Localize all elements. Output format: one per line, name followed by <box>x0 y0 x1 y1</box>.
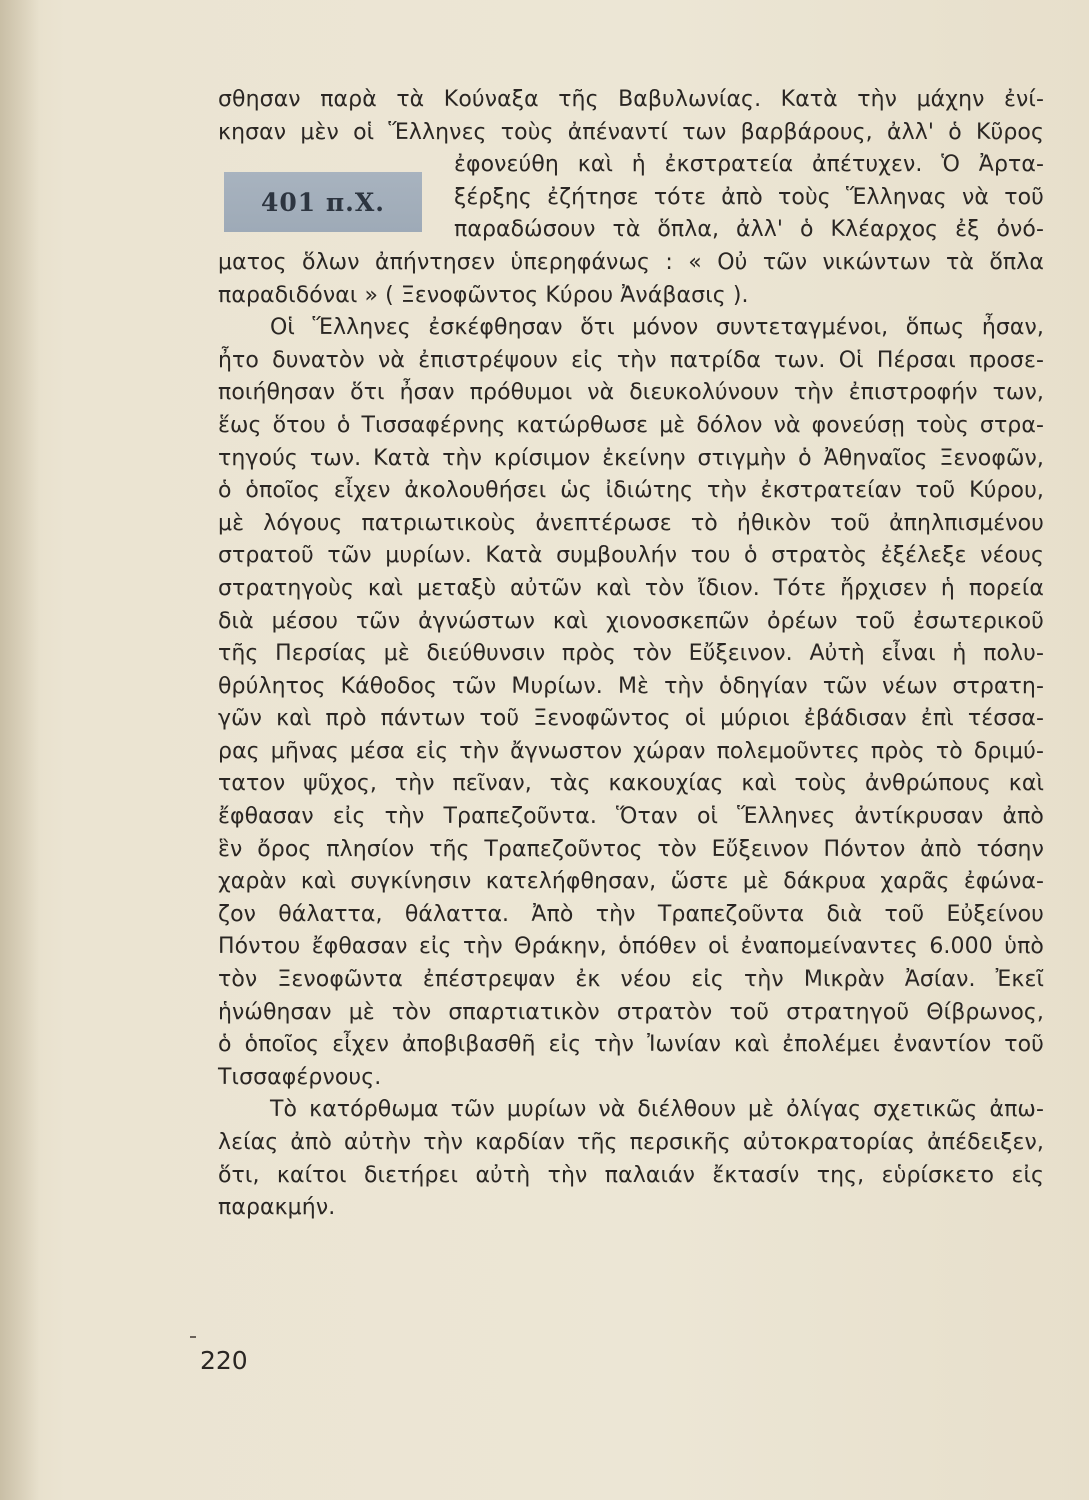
text-line: ποιήθησαν ὅτι ἦσαν πρόθυμοι νὰ διευκολύνουν τὴν ἐπιστροφήν των, <box>218 380 1044 406</box>
date-sidenote-label: 401 π.Χ. <box>261 187 385 217</box>
text-line: ζον θάλαττα, θάλαττα. Ἀπὸ τὴν Τραπεζοῦντα διὰ τοῦ Εὐξείνου <box>218 901 1044 927</box>
text-line: ρας μῆνας μέσα εἰς τὴν ἄγνωστον χώραν πολεμοῦντες πρὸς τὸ δριμύ- <box>218 738 1044 764</box>
page-number: 220 <box>200 1346 248 1375</box>
text-line: ξέρξης ἐζήτησε τότε ἀπὸ τοὺς Ἕλληνας νὰ τοῦ <box>454 184 1044 210</box>
text-line: στρατηγοὺς καὶ μεταξὺ αὐτῶν καὶ τὸν ἴδιον. Τότε ἤρχισεν ἡ πορεία <box>218 575 1044 601</box>
text-line: ὁ ὁποῖος εἶχεν ἀκολουθήσει ὡς ἰδιώτης τὴν ἐκστρατείαν τοῦ Κύρου, <box>218 478 1044 504</box>
text-line: ἕως ὅτου ὁ Τισσαφέρνης κατώρθωσε μὲ δόλον νὰ φονεύσῃ τοὺς στρα- <box>218 412 1044 438</box>
text-line: παρακμήν. <box>218 1195 336 1221</box>
text-line: κησαν μὲν οἱ Ἕλληνες τοὺς ἀπέναντί των βαρβάρους, ἀλλ' ὁ Κῦρος <box>218 119 1044 145</box>
text-line: Οἱ Ἕλληνες ἐσκέφθησαν ὅτι μόνον συντεταγμένοι, ὅπως ἦσαν, <box>270 315 1044 341</box>
text-line: Πόντου ἔφθασαν εἰς τὴν Θράκην, ὁπόθεν οἱ ἐναπομείναντες 6.000 ὑπὸ <box>218 934 1044 960</box>
text-line: Τὸ κατόρθωμα τῶν μυρίων νὰ διέλθουν μὲ ὀλίγας σχετικῶς ἀπω- <box>270 1097 1044 1123</box>
text-line: ἡνώθησαν μὲ τὸν σπαρτιατικὸν στρατὸν τοῦ στρατηγοῦ Θίβρωνος, <box>218 999 1044 1025</box>
text-line: τηγούς των. Κατὰ τὴν κρίσιμον ἐκείνην στιγμὴν ὁ Ἀθηναῖος Ξενοφῶν, <box>218 445 1044 471</box>
text-line: Τισσαφέρνους. <box>218 1064 382 1090</box>
text-line: ὅτι, καίτοι διετήρει αὐτὴ τὴν παλαιάν ἔκτασίν της, εὑρίσκετο εἰς <box>218 1162 1044 1188</box>
text-line: σθησαν παρὰ τὰ Κούναξα τῆς Βαβυλωνίας. Κατὰ τὴν μάχην ἐνί- <box>218 87 1044 112</box>
text-line: ματος ὅλων ἀπήντησεν ὑπερηφάνως : « Οὐ τῶν νικώντων τὰ ὅπλα <box>218 249 1044 275</box>
text-line: ἐφονεύθη καὶ ἡ ἐκστρατεία ἀπέτυχεν. Ὁ Ἀρτα- <box>454 152 1044 178</box>
text-line: θρύλητος Κάθοδος τῶν Μυρίων. Μὲ τὴν ὁδηγίαν τῶν νέων στρατη- <box>218 673 1044 699</box>
text-line: ὁ ὁποῖος εἶχεν ἀποβιβασθῆ εἰς τὴν Ἰωνίαν καὶ ἐπολέμει ἐναντίον τοῦ <box>218 1032 1044 1058</box>
text-line: τὸν Ξενοφῶντα ἐπέστρεψαν ἐκ νέου εἰς τὴν Μικρὰν Ἀσίαν. Ἐκεῖ <box>218 967 1044 993</box>
text-line: παραδιδόναι » ( Ξενοφῶντος Κύρου Ἀνάβασις ). <box>218 282 749 308</box>
text-line: χαρὰν καὶ συγκίνησιν κατελήφθησαν, ὥστε μὲ δάκρυα χαρᾶς ἐφώνα- <box>218 869 1044 895</box>
text-line: μὲ λόγους πατριωτικοὺς ἀνεπτέρωσε τὸ ἠθικὸν τοῦ ἀπηλπισμένου <box>218 510 1044 536</box>
body-text <box>218 84 1044 1225</box>
text-line: στρατοῦ τῶν μυρίων. Κατὰ συμβουλήν του ὁ στρατὸς ἐξέλεξε νέους <box>218 543 1044 569</box>
binding-shadow <box>0 0 40 1500</box>
text-line: γῶν καὶ πρὸ πάντων τοῦ Ξενοφῶντος οἱ μύριοι ἐβάδισαν ἐπὶ τέσσα- <box>218 706 1044 732</box>
text-line: τατον ψῦχος, τὴν πεῖναν, τὰς κακουχίας καὶ τοὺς ἀνθρώπους καὶ <box>218 771 1044 797</box>
text-line: λείας ἀπὸ αὐτὴν τὴν καρδίαν τῆς περσικῆς αὐτοκρατορίας ἀπέδειξεν, <box>218 1130 1044 1155</box>
text-line: διὰ μέσου τῶν ἀγνώστων καὶ χιονοσκεπῶν ὀρέων τοῦ ἐσωτερικοῦ <box>218 608 1044 634</box>
text-line: τῆς Περσίας μὲ διεύθυνσιν πρὸς τὸν Εὔξεινον. Αὐτὴ εἶναι ἡ πολυ- <box>218 641 1044 667</box>
text-line: παραδώσουν τὰ ὅπλα, ἀλλ' ὁ Κλέαρχος ἐξ ὀνό- <box>454 217 1044 243</box>
text-line: ἓν ὄρος πλησίον τῆς Τραπεζοῦντος τὸν Εὔξεινον Πόντον ἀπὸ τόσην <box>218 836 1044 862</box>
ink-mark <box>190 1336 196 1338</box>
text-line: ἦτο δυνατὸν νὰ ἐπιστρέψουν εἰς τὴν πατρίδα των. Οἱ Πέρσαι προσε- <box>218 347 1044 373</box>
text-line: ἔφθασαν εἰς τὴν Τραπεζοῦντα. Ὅταν οἱ Ἕλληνες ἀντίκρυσαν ἀπὸ <box>218 804 1044 830</box>
